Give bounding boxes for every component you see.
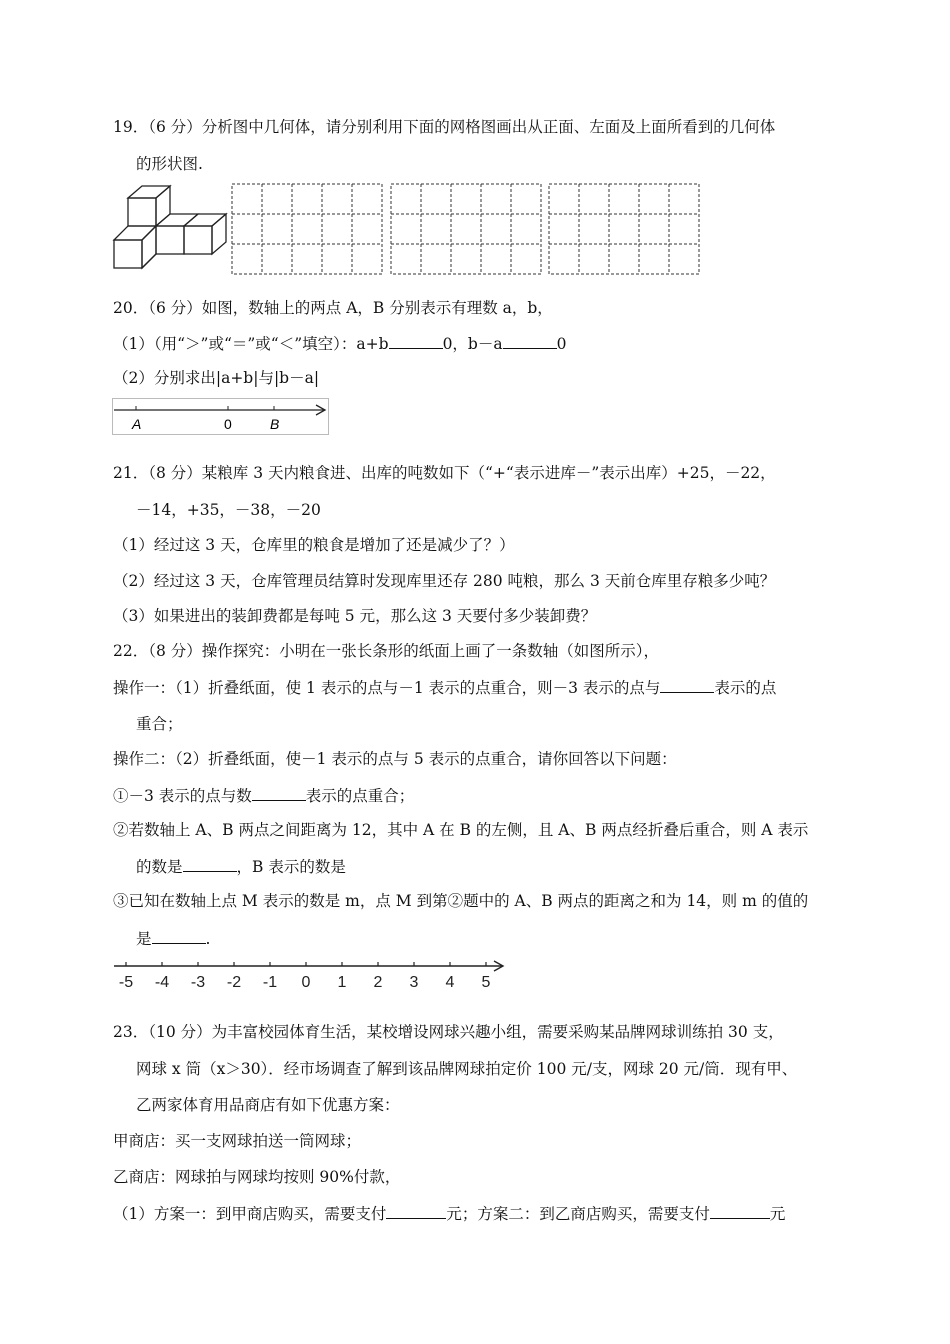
q22-line-8: ③已知在数轴上点 M 表示的数是 m，点 M 到第②题中的 A、B 两点的距离之和为 14，则 m 的值的 bbox=[113, 892, 809, 910]
q23-line-5: 乙商店：网球拍与网球均按则 90%付款， bbox=[113, 1168, 401, 1186]
q22-line-9-b: . bbox=[205, 930, 211, 948]
q22-line-9-a: 是 bbox=[136, 930, 152, 948]
point-b-label: B bbox=[270, 416, 280, 432]
tick-label: 3 bbox=[409, 974, 419, 991]
q21-line-3: （1）经过这 3 天，仓库里的粮食是增加了还是减少了？） bbox=[113, 536, 515, 554]
q22-line-7 bbox=[136, 855, 346, 878]
q21-line-4: （2）经过这 3 天，仓库管理员结算时发现库里还存 280 吨粮，那么 3 天前仓库里存粮多少吨？ bbox=[113, 572, 776, 590]
answer-blank[interactable] bbox=[152, 927, 206, 944]
q19-line-2: 的形状图. bbox=[136, 155, 203, 173]
q22-line-7-b: ，B 表示的数是 bbox=[236, 858, 346, 876]
q20-number-line bbox=[112, 398, 330, 436]
q22-line-2-b: 表示的点 bbox=[714, 679, 777, 697]
q23-line-6 bbox=[113, 1202, 785, 1225]
answer-blank[interactable] bbox=[252, 784, 306, 801]
q23-line-6-a: （1）方案一：到甲商店购买，需要支付 bbox=[113, 1205, 387, 1223]
grid-left bbox=[391, 184, 541, 274]
q23-line-6-b: 元；方案二：到乙商店购买，需要支付 bbox=[446, 1205, 710, 1223]
q22-line-5-a: ①－3 表示的点与数 bbox=[113, 787, 252, 805]
answer-blank[interactable] bbox=[710, 1202, 770, 1219]
q20-line-1: 20．（6 分）如图，数轴上的两点 A，B 分别表示有理数 a，b， bbox=[113, 299, 553, 317]
answer-blank[interactable] bbox=[660, 676, 714, 693]
tick-label: 0 bbox=[301, 974, 311, 991]
q20-line-2-a: （1）（用“＞”或“＝”或“＜”填空）：a+b bbox=[113, 335, 389, 353]
tick-label: -1 bbox=[262, 974, 278, 991]
q23-line-2: 网球 x 筒（x＞30）．经市场调查了解到该品牌网球拍定价 100 元/支，网球 20 元/筒．现有甲、 bbox=[136, 1060, 798, 1078]
q21-line-2: －14，+35，－38，－20 bbox=[136, 501, 321, 519]
solid-figure bbox=[114, 186, 226, 268]
answer-blank[interactable] bbox=[386, 1202, 446, 1219]
q23-line-6-c: 元 bbox=[769, 1205, 786, 1223]
q20-line-3: （2）分别求出|a+b|与|b－a| bbox=[113, 369, 320, 387]
answer-blank[interactable] bbox=[389, 332, 443, 349]
grid-top bbox=[549, 184, 699, 274]
q22-number-line bbox=[112, 955, 512, 995]
q23-line-1: 23．（10 分）为丰富校园体育生活，某校增设网球兴趣小组，需要采购某品牌网球训练拍 30 支， bbox=[113, 1023, 784, 1041]
q22-line-2-a: 操作一：（1）折叠纸面，使 1 表示的点与－1 表示的点重合，则－3 表示的点与 bbox=[113, 679, 661, 697]
q19-figure bbox=[110, 180, 702, 278]
tick-label: 4 bbox=[445, 974, 455, 991]
q22-line-3: 重合； bbox=[136, 715, 183, 733]
tick-label: 1 bbox=[337, 974, 347, 991]
tick-label: 2 bbox=[373, 974, 383, 991]
tick-label: -4 bbox=[154, 974, 170, 991]
q21-line-5: （3）如果进出的装卸费都是每吨 5 元，那么这 3 天要付多少装卸费？ bbox=[113, 607, 597, 625]
tick-label: -3 bbox=[190, 974, 206, 991]
q22-line-5 bbox=[113, 784, 414, 807]
q22-line-7-a: 的数是 bbox=[136, 858, 183, 876]
grid-front bbox=[232, 184, 382, 274]
q19-line-1: 19．（6 分）分析图中几何体，请分别利用下面的网格图画出从正面、左面及上面所看到的几何体 bbox=[113, 118, 776, 136]
answer-blank[interactable] bbox=[183, 855, 237, 872]
q23-line-3: 乙两家体育用品商店有如下优惠方案： bbox=[136, 1096, 400, 1114]
q21-line-1: 21．（8 分）某粮库 3 天内粮食进、出库的吨数如下（“+“表示进库－”表示出库）+25，－22， bbox=[113, 464, 776, 482]
tick-label: -2 bbox=[226, 974, 242, 991]
tick-label: 5 bbox=[481, 974, 491, 991]
q22-line-4: 操作二：（2）折叠纸面，使－1 表示的点与 5 表示的点重合，请你回答以下问题： bbox=[113, 750, 677, 768]
q20-line-2 bbox=[113, 332, 566, 355]
q22-line-9 bbox=[136, 927, 210, 950]
q23-line-4: 甲商店：买一支网球拍送一筒网球； bbox=[113, 1132, 362, 1150]
point-a-label: A bbox=[132, 416, 142, 432]
q20-line-2-b: 0，b－a bbox=[442, 335, 503, 353]
q22-line-1: 22．（8 分）操作探究：小明在一张长条形的纸面上画了一条数轴（如图所示）， bbox=[113, 642, 660, 660]
q20-line-2-c: 0 bbox=[556, 335, 567, 353]
q22-line-2 bbox=[113, 676, 776, 699]
q22-line-5-b: 表示的点重合； bbox=[305, 787, 415, 805]
answer-blank[interactable] bbox=[503, 332, 557, 349]
tick-label: -5 bbox=[118, 974, 134, 991]
zero-label: 0 bbox=[224, 416, 232, 432]
q22-line-6: ②若数轴上 A、B 两点之间距离为 12，其中 A 在 B 的左侧，且 A、B 两点经折叠后重合，则 A 表示 bbox=[113, 821, 809, 839]
